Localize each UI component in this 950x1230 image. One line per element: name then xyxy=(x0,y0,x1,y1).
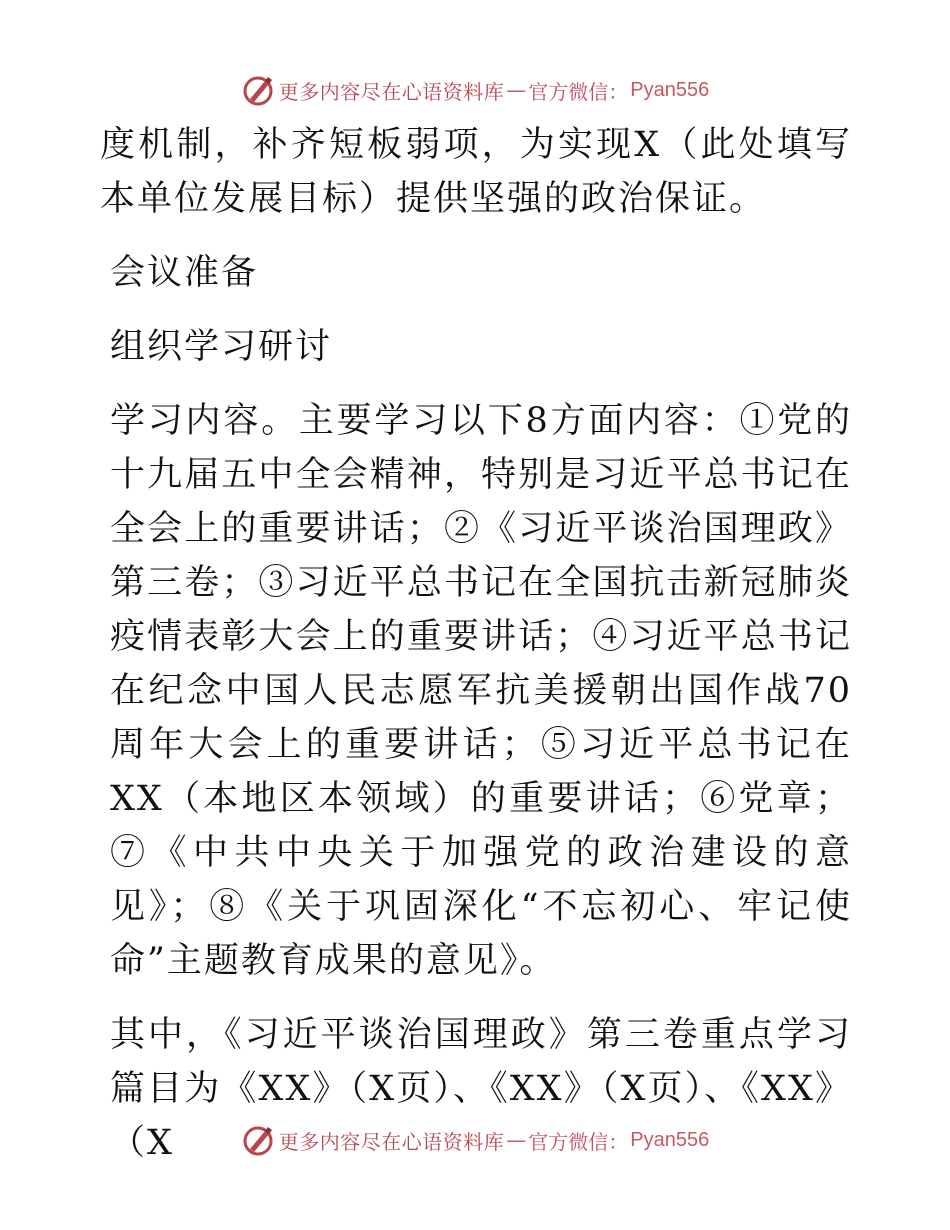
footer-wechat-id: Pyan556 xyxy=(630,1128,710,1151)
footer-site-text: 更多内容尽在心语资料库 xyxy=(278,1129,505,1154)
section-heading-meeting-prep: 会议准备 xyxy=(110,253,259,293)
footer-wechat-label: 官方微信： xyxy=(528,1129,629,1154)
header-banner xyxy=(0,70,950,110)
banner-wechat-label: 官方微信： xyxy=(528,79,629,104)
document-body xyxy=(100,118,852,1170)
banner-wechat-id: Pyan556 xyxy=(630,78,710,101)
banner-separator: — xyxy=(506,78,527,102)
pen-logo-icon xyxy=(241,73,275,107)
paragraph-continuation: 度机制，补齐短板弱项，为实现X（此处填写本单位发展目标）提供坚强的政治保证。 xyxy=(100,125,852,219)
pen-logo-icon xyxy=(241,1123,275,1157)
footer-separator: — xyxy=(506,1128,527,1152)
section-heading-study: 组织学习研讨 xyxy=(110,327,333,367)
footer-banner xyxy=(0,1120,950,1160)
banner-site-text: 更多内容尽在心语资料库 xyxy=(278,79,505,104)
paragraph-key-chapters: 其中，《习近平谈治国理政》第三卷重点学习篇目为《XX》（X页）、《XX》（X页）、《XX》（X xyxy=(110,1015,852,1163)
paragraph-study-content: 学习内容。主要学习以下8方面内容：①党的十九届五中全会精神，特别是习近平总书记在全会上的重要讲话；②《习近平谈治国理政》第三卷；③习近平总书记在全国抗击新冠肺炎疫情表彰大会上的重要讲话；④习近平总书记在纪念中国人民志愿军抗美援朝出国作战70周年大会上的重要讲话；⑤习近平总书记在XX（本地区本领域）的重要讲话；⑥党章；⑦《中共中央关于加强党的政治建设的意见》；⑧《关于巩固深化“不忘初心、牢记使命”主题教育成果的意见》。 xyxy=(110,401,852,981)
